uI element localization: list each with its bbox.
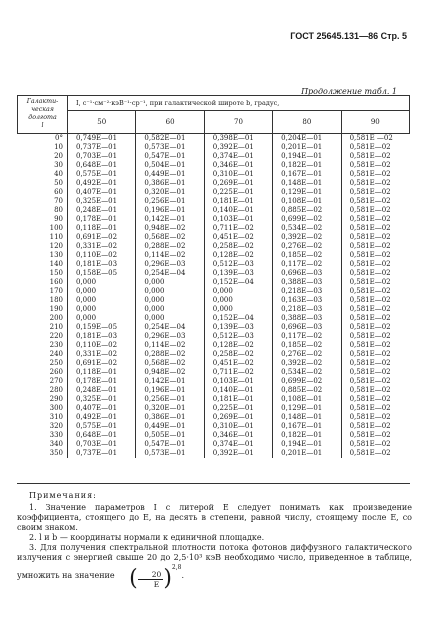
intensity-cell: 0,167E—01 [273,422,341,431]
intensity-cell: 0,386E—01 [136,413,204,422]
longitude-cell: 0° [18,134,68,144]
intensity-cell: 0,581E—02 [349,251,391,259]
intensity-cell: 0,310E—01 [204,170,272,179]
intensity-cell: 0,201E—01 [273,143,341,152]
intensity-cell: 0,711E—02 [204,224,272,233]
intensity-cell: 0,581E—02 [349,341,391,349]
intensity-cell: 0,581E—02 [349,269,391,277]
table-row [18,278,410,287]
intensity-cell: 0,696E—03 [273,323,341,332]
intensity-cell: 0,269E—01 [204,413,272,422]
intensity-cell: 0,749E—01 [68,134,136,144]
intensity-cell: 0,225E—01 [204,188,272,197]
intensity-cell: 0,581E—02 [349,179,391,187]
intensity-cell: 0,000 [204,296,272,305]
intensity-cell: 0,374E—01 [204,152,272,161]
longitude-cell: 140 [18,260,68,269]
intensity-cell: 0,117E—02 [273,260,341,269]
intensity-cell: 0,118E—01 [68,368,136,377]
latitude-header-80: 80 [273,111,341,134]
intensity-cell: 0,178E—01 [68,215,136,224]
intensity-cell: 0,310E—01 [204,422,272,431]
longitude-cell: 20 [18,152,68,161]
intensity-cell: 0,451E—02 [204,233,272,242]
intensity-cell: 0,196E—01 [136,206,204,215]
intensity-cell: 0,581E—02 [349,296,391,304]
energy-factor-formula [117,563,181,589]
intensity-cell: 0,000 [136,314,204,323]
intensity-cell: 0,331E—02 [68,350,136,359]
table-continuation-label: Продолжение табл. 1 [301,87,397,96]
intensity-cell: 0,196E—01 [136,386,204,395]
table-row [18,206,410,215]
table-row [18,296,410,305]
intensity-cell: 0,185E—02 [273,251,341,260]
intensity-cell: 0,204E—01 [273,134,341,144]
intensity-cell: 0,575E—01 [68,170,136,179]
intensity-cell: 0,103E—01 [204,215,272,224]
intensity-cell: 0,581E—02 [349,170,391,178]
table-row [18,332,410,341]
table-row [18,314,410,323]
longitude-cell: 240 [18,350,68,359]
table-row [18,170,410,179]
intensity-cell: 0,398E—01 [204,134,272,144]
latitude-header-60: 60 [136,111,204,134]
intensity-cell: 0,451E—02 [204,359,272,368]
table-row [18,197,410,206]
intensity-cell: 0,320E—01 [136,188,204,197]
longitude-header [18,96,68,134]
intensity-cell: 0,581E—02 [349,413,391,421]
intensity-cell: 0,581E—02 [349,431,391,439]
intensity-cell: 0,581E—02 [349,404,391,412]
intensity-cell: 0,139E—03 [204,269,272,278]
intensity-cell: 0,581E—02 [349,152,391,160]
intensity-cell: 0,194E—01 [273,440,341,449]
table-row [18,413,410,422]
table-row [18,431,410,440]
intensity-cell: 0,296E—03 [136,332,204,341]
intensity-cell: 0,581E—02 [349,242,391,250]
intensity-cell: 0,110E—02 [68,341,136,350]
intensity-cell: 0,573E—01 [136,143,204,152]
intensity-cell: 0,000 [68,314,136,323]
right-paren: ) [163,566,172,591]
intensity-cell: 0,000 [136,296,204,305]
intensity-cell: 0,181E—03 [68,260,136,269]
longitude-cell: 210 [18,323,68,332]
longitude-cell: 60 [18,188,68,197]
longitude-cell: 80 [18,206,68,215]
latitude-header-50: 50 [68,111,136,134]
table-row [18,377,410,386]
intensity-cell: 0,000 [136,305,204,314]
longitude-cell: 40 [18,170,68,179]
table-row [18,215,410,224]
intensity-cell: 0,581E—02 [349,215,391,223]
intensity-cell: 0,581E—02 [349,278,391,286]
longitude-cell: 10 [18,143,68,152]
intensity-cell: 0,148E—01 [273,413,341,422]
intensity-cell: 0,581E —02 [349,134,393,142]
intensity-cell: 0,129E—01 [273,404,341,413]
longitude-cell: 310 [18,413,68,422]
table-row [18,386,410,395]
intensity-cell: 0,737E—01 [68,449,136,458]
table-row [18,152,410,161]
intensity-cell: 0,103E—01 [204,377,272,386]
intensity-cell: 0,296E—03 [136,260,204,269]
table-row [18,251,410,260]
notes-title: Примечания: [29,491,97,500]
intensity-cell: 0,000 [68,305,136,314]
intensity-cell: 0,178E—01 [68,377,136,386]
table-row [18,224,410,233]
intensity-cell: 0,148E—01 [273,179,341,188]
intensity-cell: 0,711E—02 [204,368,272,377]
longitude-cell: 220 [18,332,68,341]
intensity-cell: 0,142E—01 [136,377,204,386]
intensity-span-header: I, с⁻¹·см⁻²·кэВ⁻¹·ср⁻¹, при галактической широте b, градус, [68,96,410,111]
intensity-cell: 0,392E—01 [204,143,272,152]
intensity-cell: 0,691E—02 [68,359,136,368]
intensity-cell: 0,703E—01 [68,152,136,161]
intensity-cell: 0,581E—02 [349,359,391,367]
latitude-header-90: 90 [341,111,409,134]
intensity-cell: 0,139E—03 [204,323,272,332]
intensity-cell: 0,568E—02 [136,359,204,368]
intensity-cell: 0,504E—01 [136,161,204,170]
longitude-cell: 270 [18,377,68,386]
longitude-cell: 350 [18,449,68,458]
intensity-cell: 0,248E—01 [68,386,136,395]
intensity-cell: 0,128E—02 [204,341,272,350]
intensity-cell: 0,449E—01 [136,422,204,431]
intensity-cell: 0,581E—02 [349,422,391,430]
longitude-cell: 320 [18,422,68,431]
longitude-cell: 230 [18,341,68,350]
intensity-cell: 0,167E—01 [273,170,341,179]
table-row [18,422,410,431]
intensity-cell: 0,386E—01 [136,179,204,188]
intensity-cell: 0,449E—01 [136,170,204,179]
intensity-cell: 0,181E—01 [204,197,272,206]
intensity-cell: 0,000 [68,278,136,287]
intensity-cell: 0,581E—02 [349,368,391,376]
intensity-cell: 0,648E—01 [68,161,136,170]
intensity-cell: 0,276E—02 [273,350,341,359]
intensity-cell: 0,163E—03 [273,296,341,305]
table-body [18,134,410,459]
intensity-cell: 0,258E—02 [204,242,272,251]
intensity-cell: 0,114E—02 [136,341,204,350]
intensity-cell: 0,547E—01 [136,440,204,449]
note-1: 1. Значение параметров I с литерой E следует понимать как произведение коэффициента, стоящего до E, на десять в степени, равной числу, стоящему после E, со своим знаком. [17,503,412,532]
intensity-cell: 0,581E—02 [349,332,391,340]
table-row [18,260,410,269]
intensity-cell: 0,581E—02 [349,188,391,196]
table-bottom-rule [17,483,410,484]
note-2: 2. l и b — координаты нормали к единичной площадке. [29,533,265,542]
table-row [18,323,410,332]
longitude-cell: 260 [18,368,68,377]
longitude-header-text: Галакти- ческая долгота l [26,98,59,129]
intensity-cell: 0,129E—01 [273,188,341,197]
intensity-cell: 0,885E—02 [273,386,341,395]
intensity-cell: 0,581E—02 [349,440,391,448]
intensity-cell: 0,581E—02 [349,143,391,151]
intensity-cell: 0,000 [68,296,136,305]
intensity-cell: 0,108E—01 [273,197,341,206]
table-row [18,242,410,251]
intensity-cell: 0,885E—02 [273,206,341,215]
intensity-cell: 0,118E—01 [68,224,136,233]
intensity-cell: 0,140E—01 [204,206,272,215]
intensity-cell: 0,000 [204,287,272,296]
fraction-exponent: 2,8 [171,564,182,571]
longitude-cell: 120 [18,242,68,251]
table-row [18,404,410,413]
intensity-cell: 0,108E—01 [273,395,341,404]
intensity-cell: 0,737E—01 [68,143,136,152]
longitude-cell: 200 [18,314,68,323]
intensity-cell: 0,152E—04 [204,278,272,287]
longitude-cell: 340 [18,440,68,449]
notes-block [17,491,412,589]
intensity-cell: 0,691E—02 [68,233,136,242]
intensity-cell: 0,276E—02 [273,242,341,251]
table-row [18,350,410,359]
left-paren: ( [129,566,138,591]
intensity-cell: 0,948E—02 [136,224,204,233]
intensity-cell: 0,288E—02 [136,242,204,251]
intensity-cell: 0,256E—01 [136,395,204,404]
intensity-cell: 0,512E—03 [204,260,272,269]
intensity-cell: 0,568E—02 [136,233,204,242]
intensity-cell: 0,181E—01 [204,395,272,404]
intensity-cell: 0,581E—02 [349,449,391,457]
intensity-cell: 0,194E—01 [273,152,341,161]
table-row [18,449,410,458]
fraction-denominator: E [153,579,160,589]
intensity-cell: 0,581E—02 [349,395,391,403]
intensity-cell: 0,703E—01 [68,440,136,449]
longitude-cell: 190 [18,305,68,314]
intensity-cell: 0,117E—02 [273,332,341,341]
intensity-cell: 0,374E—01 [204,440,272,449]
intensity-cell: 0,140E—01 [204,386,272,395]
fraction-numerator: 20 [138,570,164,580]
page-header: ГОСТ 25645.131—86 Стр. 5 [290,31,407,41]
table-row [18,440,410,449]
intensity-cell: 0,581E—02 [349,206,391,214]
intensity-cell: 0,218E—03 [273,287,341,296]
intensity-cell: 0,696E—03 [273,269,341,278]
intensity-cell: 0,388E—03 [273,278,341,287]
longitude-cell: 30 [18,161,68,170]
longitude-cell: 100 [18,224,68,233]
intensity-cell: 0,269E—01 [204,179,272,188]
note-3-text: 3. Для получения спектральной плотности потока фотонов диффузного галактического излучения с энергией свыше 20 до 2,5·10³ кэВ необходимо число, приведенное в таблице, умножить на значение [17,543,412,580]
intensity-cell: 0,254E—04 [136,323,204,332]
intensity-cell: 0,392E—01 [204,449,272,458]
longitude-cell: 70 [18,197,68,206]
intensity-cell: 0,346E—01 [204,161,272,170]
longitude-cell: 50 [18,179,68,188]
intensity-cell: 0,392E—02 [273,233,341,242]
longitude-cell: 180 [18,296,68,305]
longitude-cell: 290 [18,395,68,404]
intensity-cell: 0,392E—02 [273,359,341,368]
intensity-table [17,95,410,458]
intensity-cell: 0,581E—02 [349,260,391,268]
intensity-cell: 0,218E—03 [273,305,341,314]
intensity-cell: 0,000 [68,287,136,296]
longitude-cell: 110 [18,233,68,242]
intensity-cell: 0,110E—02 [68,251,136,260]
intensity-cell: 0,152E—04 [204,314,272,323]
intensity-cell: 0,547E—01 [136,152,204,161]
intensity-cell: 0,325E—01 [68,197,136,206]
intensity-cell: 0,158E—05 [68,269,136,278]
intensity-cell: 0,142E—01 [136,215,204,224]
latitude-header-70: 70 [204,111,272,134]
intensity-cell: 0,388E—03 [273,314,341,323]
intensity-cell: 0,948E—02 [136,368,204,377]
intensity-cell: 0,346E—01 [204,431,272,440]
fraction [138,570,164,589]
longitude-cell: 280 [18,386,68,395]
table-row [18,305,410,314]
intensity-cell: 0,581E—02 [349,386,391,394]
intensity-cell: 0,000 [204,305,272,314]
note-3: 3. Для получения спектральной плотности потока фотонов диффузного галактического излучения с энергией свыше 20 до 2,5·10³ кэВ необходимо число, приведенное в таблице, умножить на значение ( $\frac{20}{E}$ )$^{2,8}$. [17,543,412,591]
intensity-cell: 0,254E—04 [136,269,204,278]
intensity-cell: 0,000 [136,287,204,296]
intensity-cell: 0,582E—01 [136,134,204,144]
table-row [18,179,410,188]
intensity-cell: 0,699E—02 [273,215,341,224]
table-row [18,395,410,404]
intensity-cell: 0,581E—02 [349,314,391,322]
longitude-cell: 160 [18,278,68,287]
table-row [18,287,410,296]
longitude-cell: 130 [18,251,68,260]
table-row [18,134,410,144]
table-row [18,269,410,278]
intensity-cell: 0,159E—05 [68,323,136,332]
table-row [18,161,410,170]
longitude-cell: 250 [18,359,68,368]
intensity-cell: 0,320E—01 [136,404,204,413]
intensity-cell: 0,492E—01 [68,179,136,188]
intensity-cell: 0,512E—03 [204,332,272,341]
intensity-cell: 0,575E—01 [68,422,136,431]
intensity-cell: 0,185E—02 [273,341,341,350]
intensity-cell: 0,581E—02 [349,233,391,241]
intensity-cell: 0,407E—01 [68,404,136,413]
longitude-cell: 300 [18,404,68,413]
intensity-cell: 0,248E—01 [68,206,136,215]
latitude-header-row [18,111,410,134]
intensity-cell: 0,182E—01 [273,431,341,440]
table-row [18,359,410,368]
intensity-cell: 0,325E—01 [68,395,136,404]
intensity-cell: 0,573E—01 [136,449,204,458]
intensity-cell: 0,201E—01 [273,449,341,458]
intensity-cell: 0,181E—03 [68,332,136,341]
intensity-cell: 0,492E—01 [68,413,136,422]
intensity-cell: 0,256E—01 [136,197,204,206]
intensity-cell: 0,581E—02 [349,197,391,205]
intensity-cell: 0,581E—02 [349,377,391,385]
intensity-cell: 0,258E—02 [204,350,272,359]
intensity-cell: 0,505E—01 [136,431,204,440]
intensity-cell: 0,182E—01 [273,161,341,170]
longitude-cell: 150 [18,269,68,278]
intensity-cell: 0,648E—01 [68,431,136,440]
intensity-cell: 0,581E—02 [349,350,391,358]
intensity-cell: 0,128E—02 [204,251,272,260]
intensity-cell: 0,581E—02 [349,287,391,295]
intensity-cell: 0,114E—02 [136,251,204,260]
table-row [18,188,410,197]
intensity-cell: 0,581E—02 [349,323,391,331]
intensity-cell: 0,581E—02 [349,305,391,313]
longitude-cell: 170 [18,287,68,296]
intensity-cell: 0,534E—02 [273,224,341,233]
longitude-cell: 330 [18,431,68,440]
intensity-cell: 0,699E—02 [273,377,341,386]
intensity-cell: 0,225E—01 [204,404,272,413]
longitude-cell: 90 [18,215,68,224]
intensity-cell: 0,331E—02 [68,242,136,251]
table-row [18,341,410,350]
table-row [18,143,410,152]
intensity-cell: 0,581E—02 [349,161,391,169]
intensity-cell: 0,000 [136,278,204,287]
intensity-cell: 0,534E—02 [273,368,341,377]
table-row [18,233,410,242]
table-row [18,368,410,377]
intensity-cell: 0,407E—01 [68,188,136,197]
intensity-cell: 0,581E—02 [349,224,391,232]
intensity-cell: 0,288E—02 [136,350,204,359]
